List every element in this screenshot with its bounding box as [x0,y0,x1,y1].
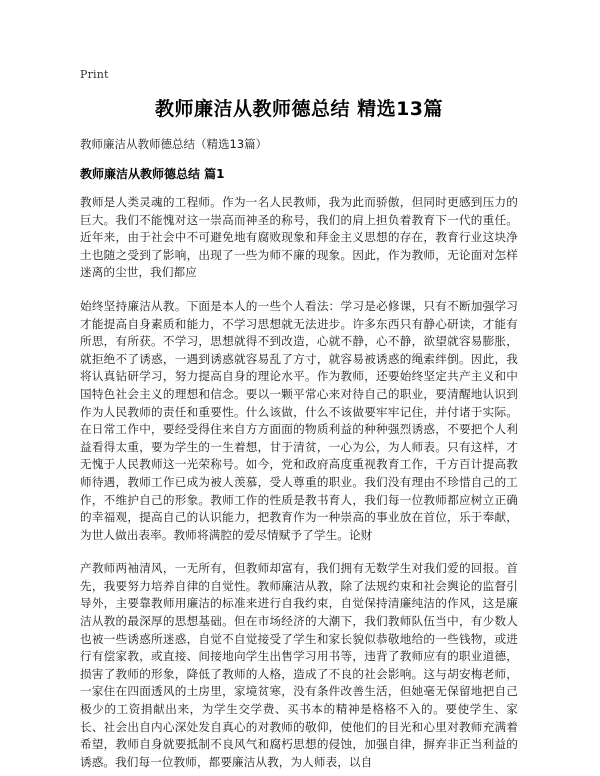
document-body [80,96,518,771]
print-button[interactable]: Print [80,68,109,81]
document-subtitle: 教师廉洁从教师德总结（精选13篇） [80,137,268,151]
body-paragraph: 教师是人类灵魂的工程师。作为一名人民教师，我为此而骄傲，但同时更感到压力的巨大。我们不能愧对这一崇高而神圣的称号，我们的肩上担负着教育下一代的重任。近年来，由于社会中不可避免地有腐败现象和拜金主义思想的存在，教育行业这块净土也随之受到了影响，出现了一些为师不廉的现象。因此，作为教师，无论面对怎样迷离的尘世，我们都应 [80,195,518,280]
section-heading: 教师廉洁从教师德总结 篇1 [80,167,225,181]
body-paragraph: 始终坚持廉洁从教。下面是本人的一些个人看法：学习是必修课，只有不断加强学习才能提高自身素质和能力，不学习思想就无法进步。许多东西只有静心研读，才能有所思，有所获。不学习，思想就得不到改造，心就不静，心不静，欲望就容易膨胀，就拒绝不了诱惑，一遇到诱惑就容易乱了方寸，就容易被诱惑的绳索绊倒。因此，我将认真钻研学习，努力提高自身的理论水平。作为教师，还要始终坚定共产主义和中国特色社会主义的理想和信念。要以一颗平常心来对待自己的职业，要清醒地认识到作为人民教师的责任和重要性。什么该做，什么不该做要牢牢记住，并付诸于实际。在日常工作中，要经受得住来自方方面面的物质利益的种种强烈诱惑，不要把个人利益看得太重，要为学生的一生着想，甘于清贫，一心为公，为人师表。只有这样，才无愧于人民教师这一光荣称号。如今，党和政府高度重视教育工作，千方百计提高教师待遇，教师工作已成为被人羡慕，受人尊重的职业。我们没有理由不珍惜自己的工作，不维护自己的形象。教师工作的性质是教书育人，我们每一位教师都应树立正确的幸福观，提高自己的认识能力，把教育作为一种崇高的事业放在首位，乐于奉献，为世人做出表率。教师将满腔的爱尽情赋予了学生。论财 [80,298,518,542]
page-title: 教师廉洁从教师德总结 精选13篇 [154,98,444,120]
body-paragraph: 产教师两袖清风，一无所有，但教师却富有，我们拥有无数学生对我们爱的回报。首先，我要努力培养自律的自觉性。教师廉洁从教，除了法规约束和社会舆论的监督引导外，主要靠教师用廉洁的标准来进行自我约束，自觉保持清廉纯洁的作风，这是廉洁从教的最深厚的思想基础。但在市场经济的大潮下，我们教师队伍当中，有少数人也被一些诱惑所迷惑，自觉不自觉接受了学生和家长貌似恭敬地给的一些钱物，或进行有偿家教，或直接、间接地向学生出售学习用书等，违背了教师应有的职业道德，损害了教师的形象，降低了教师的人格，造成了不良的社会影响。这与胡安梅老师，一家住在四面透风的土房里，家境贫寒，没有条件改善生活，但她毫无保留地把自己极少的工资捐献出来，为学生交学费、买书本的精神是格格不入的。要使学生、家长、社会出自内心深处发自真心的对教师的敬仰，使他们的目光和心里对教师充满着希望，教师自身就要抵制不良风气和腐朽思想的侵蚀，加强自律，摒弃非正当利益的诱惑。我们每一位教师，都要廉洁从教，为人师表，以自 [80,561,518,769]
